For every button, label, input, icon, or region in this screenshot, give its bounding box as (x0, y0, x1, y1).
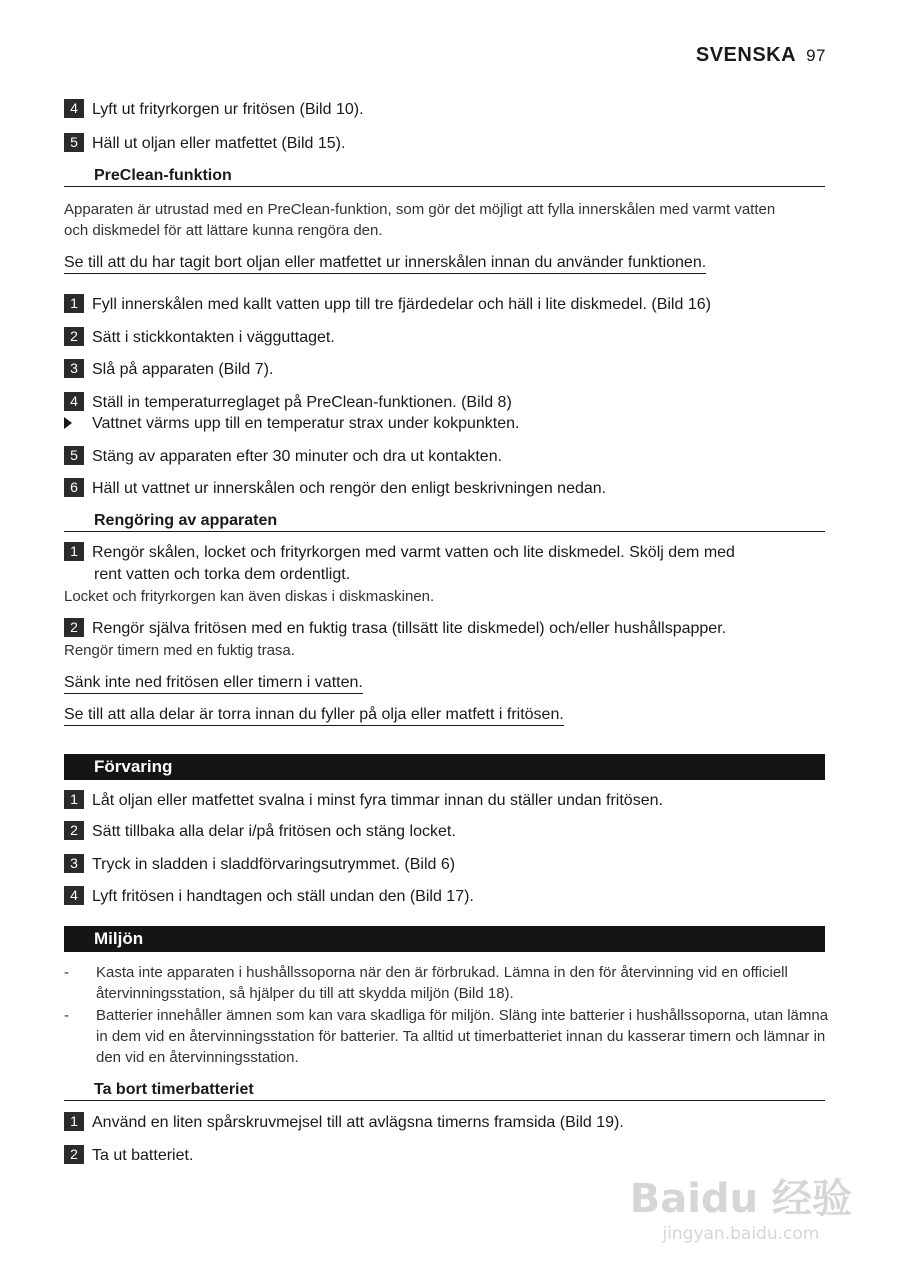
step-text: Sätt i stickkontakten i vägguttaget. (92, 329, 335, 346)
list-item (64, 294, 830, 316)
step-number: 2 (64, 821, 84, 840)
step-number: 1 (64, 1112, 84, 1131)
triangle-bullet-icon (64, 417, 72, 429)
step-number: 4 (64, 392, 84, 411)
step-number: 2 (64, 1145, 84, 1164)
dash-bullet: - (64, 1007, 69, 1024)
step-number: 5 (64, 133, 84, 152)
step-text: Ta ut batteriet. (92, 1147, 194, 1164)
list-item (64, 133, 830, 155)
section-heading-environment: Miljön (64, 926, 825, 952)
dash-bullet: - (64, 964, 69, 981)
step-continuation: rent vatten och torka dem ordentligt. (94, 566, 351, 583)
section-heading-preclean: PreClean-funktion (64, 166, 825, 187)
step-number: 6 (64, 478, 84, 497)
cleaning-warning: Se till att alla delar är torra innan du fyller på olja eller matfett i fritösen. (64, 704, 564, 726)
step-number: 2 (64, 327, 84, 346)
step-number: 3 (64, 359, 84, 378)
section-heading-storage: Förvaring (64, 754, 825, 780)
step-number: 4 (64, 99, 84, 118)
list-item (64, 821, 830, 843)
step-text: Rengör själva fritösen med en fuktig trasa (tillsätt lite diskmedel) och/eller hushållspapper. (92, 620, 727, 637)
step-number: 1 (64, 542, 84, 561)
step-text: Tryck in sladden i sladdförvaringsutrymmet. (Bild 6) (92, 856, 456, 873)
step-text: Sätt tillbaka alla delar i/på fritösen och stäng locket. (92, 823, 456, 840)
watermark-logo: Baidu 经验 (629, 1176, 852, 1222)
cleaning-note: Locket och frityrkorgen kan även diskas i diskmaskinen. (64, 588, 435, 605)
list-item (64, 359, 830, 381)
list-item (64, 1112, 830, 1134)
preclean-warning: Se till att du har tagit bort oljan eller matfettet ur innerskålen innan du använder funktionen. (64, 252, 706, 274)
list-item (64, 618, 830, 640)
step-number: 1 (64, 790, 84, 809)
list-item (64, 1005, 830, 1068)
list-item (64, 790, 830, 812)
section-heading-cleaning: Rengöring av apparaten (64, 511, 825, 532)
watermark-url: jingyan.baidu.com (662, 1224, 820, 1244)
list-item (64, 478, 830, 500)
step-number: 5 (64, 446, 84, 465)
list-item (64, 99, 830, 121)
language-label: SVENSKA (695, 44, 797, 66)
step-number: 3 (64, 854, 84, 873)
env-text: Batterier innehåller ämnen som kan vara skadliga för miljön. Släng inte batterier i hushållssoporna, utan lämna in dem vid en återvinningsstation för batterier. Ta alltid ut timerbatteriet innan du kasserar timern och lämnar in den vid en återvinningsstation. (96, 1007, 829, 1066)
list-item (64, 542, 830, 564)
cleaning-warning: Sänk inte ned fritösen eller timern i vatten. (64, 672, 363, 694)
step-number: 4 (64, 886, 84, 905)
list-item (64, 886, 830, 908)
list-item (64, 1145, 830, 1167)
step-text: Lyft ut frityrkorgen ur fritösen (Bild 10). (92, 101, 364, 118)
step-text: Häll ut oljan eller matfettet (Bild 15). (92, 135, 346, 152)
list-item (64, 327, 830, 349)
result-text: Vattnet värms upp till en temperatur strax under kokpunkten. (92, 415, 520, 432)
step-text: Ställ in temperaturreglaget på PreClean-funktionen. (Bild 8) (92, 394, 512, 411)
step-text: Slå på apparaten (Bild 7). (92, 361, 274, 378)
step-text: Stäng av apparaten efter 30 minuter och dra ut kontakten. (92, 448, 503, 465)
cleaning-note: Rengör timern med en fuktig trasa. (64, 642, 295, 659)
list-item (64, 392, 830, 414)
step-text: Låt oljan eller matfettet svalna i minst fyra timmar innan du ställer undan fritösen. (92, 792, 663, 809)
result-bullet (64, 413, 519, 435)
step-text: Lyft fritösen i handtagen och ställ undan den (Bild 17). (92, 888, 474, 905)
step-text: Fyll innerskålen med kallt vatten upp till tre fjärdedelar och häll i lite diskmedel. (Bild 16) (92, 296, 711, 313)
preclean-intro: Apparaten är utrustad med en PreClean-funktion, som gör det möjligt att fylla innerskålen med varmt vatten och diskmedel för att lättare kunna rengöra den. (64, 201, 776, 239)
section-heading-battery: Ta bort timerbatteriet (64, 1080, 825, 1101)
step-text: Häll ut vattnet ur innerskålen och rengör den enligt beskrivningen nedan. (92, 480, 607, 497)
step-text: Använd en liten spårskruvmejsel till att avlägsna timerns framsida (Bild 19). (92, 1114, 624, 1131)
step-number: 1 (64, 294, 84, 313)
page-number: 97 (806, 46, 826, 65)
page-header (696, 44, 826, 67)
list-item (64, 446, 830, 468)
list-item (64, 854, 830, 876)
baidu-watermark (630, 1167, 852, 1244)
list-item (64, 962, 830, 1004)
step-number: 2 (64, 618, 84, 637)
env-text: Kasta inte apparaten i hushållssoporna när den är förbrukad. Lämna in den för återvinning vid en officiell återvinningsstation, så hjälper du till att skydda miljön (Bild 18). (96, 964, 788, 1002)
step-text: Rengör skålen, locket och frityrkorgen med varmt vatten och lite diskmedel. Skölj dem med (92, 544, 735, 561)
